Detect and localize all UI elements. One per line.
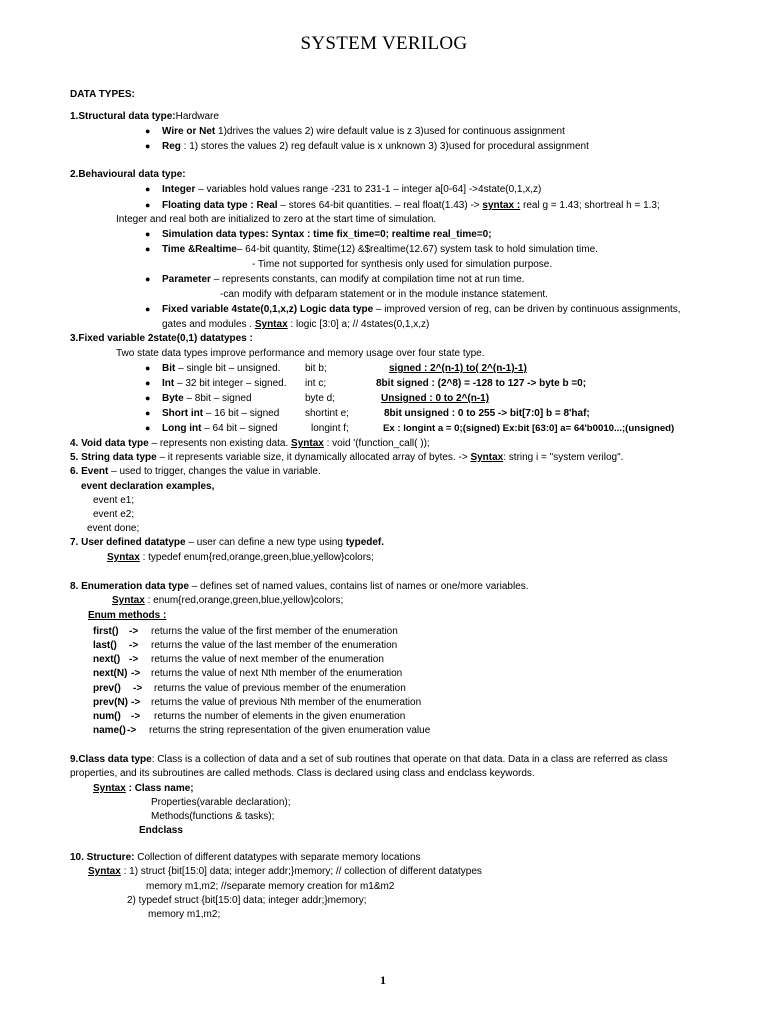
s3-row-c: Unsigned : 0 to 2^(n-1) (381, 393, 490, 404)
enum-method-arrow: -> (129, 640, 139, 651)
section-1-heading: 1.Structural data type:Hardware (70, 111, 219, 122)
s3-row-a: Bit – single bit – unsigned. (162, 363, 281, 374)
section-9-line1: 9.Class data type: Class is a collection of data and a set of sub routines that operate on that data. Data in a class are referred as class (70, 754, 668, 765)
s2-sim-item: Simulation data types: Syntax : time fix_time=0; realtime real_time=0; (162, 229, 492, 240)
enum-method-desc: returns the value of previous Nth member of the enumeration (151, 697, 422, 708)
s3-intro: Two state data types improve performance and memory usage over four state type. (116, 348, 485, 359)
s9-props: Properties(varable declaration); (151, 797, 291, 808)
enum-method-desc: returns the value of next Nth member of the enumeration (151, 668, 403, 679)
section-6: 6. Event – used to trigger, changes the value in variable. (70, 466, 321, 477)
enum-method-arrow: -> (129, 654, 139, 665)
section-9-line2: properties, and its subroutines are called methods. Class is declared using class and endclass keywords. (70, 768, 535, 779)
s10-l2: memory m1,m2; //separate memory creation for m1&m2 (146, 881, 395, 892)
s7-syntax: Syntax : typedef enum{red,orange,green,blue,yellow}colors; (107, 552, 374, 563)
s3-row-c: 8bit unsigned : 0 to 255 -> bit[7:0] b = 8'haf; (384, 408, 590, 419)
s2-fixed-item: Fixed variable 4state(0,1,x,z) Logic data type – improved version of reg, can be driven by continuous assignments, (162, 304, 681, 315)
enum-method-name: prev(N) (93, 697, 129, 708)
enum-method-name: prev() (93, 683, 121, 694)
s2-param-item: Parameter – represents constants, can modify at compilation time not at run time. (162, 274, 525, 285)
bullet-icon: ● (145, 126, 151, 136)
section-3-heading: 3.Fixed variable 2state(0,1) datatypes : (70, 333, 253, 344)
enum-method-arrow: -> (131, 697, 141, 708)
s10-l1: Syntax : 1) struct {bit[15:0] data; integer addr;}memory; // collection of different datatypes (88, 866, 482, 877)
section-4: 4. Void data type – represents non existing data. Syntax : void '(function_call( )); (70, 438, 430, 449)
s3-row-b: bit b; (305, 363, 327, 374)
s8-syntax: Syntax : enum{red,orange,green,blue,yellow}colors; (112, 595, 344, 606)
enum-method-desc: returns the value of the first member of the enumeration (151, 626, 398, 637)
s6-e1: event e1; (93, 495, 135, 506)
enum-method-arrow: -> (127, 725, 137, 736)
s8-methods-heading: Enum methods : (88, 610, 167, 621)
s2-integer-item: Integer – variables hold values range -231 to 231-1 – integer a[0-64] ->4state(0,1,x,z) (162, 184, 542, 195)
bullet-icon: ● (145, 304, 151, 314)
s3-row-b: byte d; (305, 393, 336, 404)
section-8: 8. Enumeration data type – defines set of named values, contains list of names or one/more variables. (70, 581, 529, 592)
s2-time-item: Time &Realtime– 64-bit quantity, $time(12) &$realtime(12.67) system task to hold simulation time. (162, 244, 598, 255)
enum-method-arrow: -> (131, 711, 141, 722)
bullet-icon: ● (145, 363, 151, 373)
s3-row-c: signed : 2^(n-1) to( 2^(n-1)-1) (389, 363, 527, 374)
bullet-icon: ● (145, 408, 151, 418)
enum-method-name: name() (93, 725, 126, 736)
enum-method-name: first() (93, 626, 119, 637)
s6-sub: event declaration examples, (81, 481, 215, 492)
data-types-heading: DATA TYPES: (70, 89, 135, 100)
document-title: SYSTEM VERILOG (300, 33, 468, 54)
s3-row-b: longint f; (311, 423, 349, 434)
enum-method-arrow: -> (131, 668, 141, 679)
enum-method-name: next(N) (93, 668, 128, 679)
s6-e2: event e2; (93, 509, 135, 520)
bullet-icon: ● (145, 393, 151, 403)
bullet-icon: ● (145, 378, 151, 388)
s10-l3: 2) typedef struct {bit[15:0] data; integer addr;}memory; (127, 895, 367, 906)
s3-row-c: Ex : longint a = 0;(signed) Ex:bit [63:0] a= 64'b0010...;(unsigned) (383, 423, 675, 434)
section-10: 10. Structure: Collection of different datatypes with separate memory locations (70, 852, 421, 863)
s3-row-b: shortint e; (305, 408, 349, 419)
enum-method-name: last() (93, 640, 117, 651)
s2-time-note: - Time not supported for synthesis only used for simulation purpose. (252, 259, 553, 270)
s2-note: Integer and real both are initialized to zero at the start time of simulation. (116, 214, 437, 225)
s9-methods: Methods(functions & tasks); (151, 811, 275, 822)
s9-endclass: Endclass (139, 825, 183, 836)
s6-e3: event done; (87, 523, 140, 534)
section-7: 7. User defined datatype – user can define a new type using typedef. (70, 537, 385, 548)
s1-reg-item: Reg : 1) stores the values 2) reg default value is x unknown 3) 3)used for procedural assignment (162, 141, 589, 152)
bullet-icon: ● (145, 141, 151, 151)
enum-method-desc: returns the value of previous member of the enumeration (154, 683, 406, 694)
bullet-icon: ● (145, 229, 151, 239)
enum-method-desc: returns the value of the last member of the enumeration (151, 640, 398, 651)
bullet-icon: ● (145, 244, 151, 254)
s2-float-item: Floating data type : Real – stores 64-bit quantities. – real float(1.43) -> syntax : real g = 1.43; shortreal h = 1.3; (162, 200, 660, 211)
enum-method-name: next() (93, 654, 121, 665)
enum-method-desc: returns the string representation of the given enumeration value (149, 725, 431, 736)
s2-fixed-line2: gates and modules . Syntax : logic [3:0] a; // 4states(0,1,x,z) (162, 319, 430, 330)
enum-method-desc: returns the number of elements in the given enumeration (154, 711, 406, 722)
s9-syntax: Syntax : Class name; (93, 783, 194, 794)
s1-wire-item: Wire or Net 1)drives the values 2) wire default value is z 3)used for continuous assignment (162, 126, 565, 137)
s10-l4: memory m1,m2; (148, 909, 221, 920)
bullet-icon: ● (145, 200, 151, 210)
s3-row-a: Short int – 16 bit – signed (162, 408, 280, 419)
s3-row-b: int c; (305, 378, 327, 389)
s3-row-a: Long int – 64 bit – signed (162, 423, 278, 434)
section-2-heading: 2.Behavioural data type: (70, 169, 186, 180)
bullet-icon: ● (145, 274, 151, 284)
s2-param-note: -can modify with defparam statement or in the module instance statement. (220, 289, 548, 300)
enum-method-name: num() (93, 711, 121, 722)
s3-row-a: Int – 32 bit integer – signed. (162, 378, 287, 389)
enum-method-desc: returns the value of next member of the enumeration (151, 654, 384, 665)
section-5: 5. String data type – it represents variable size, it dynamically allocated array of bytes. -> Syntax: string i = "system verilog". (70, 452, 624, 463)
enum-method-arrow: -> (129, 626, 139, 637)
s3-row-a: Byte – 8bit – signed (162, 393, 252, 404)
page-number: 1 (380, 973, 386, 987)
bullet-icon: ● (145, 423, 151, 433)
s3-row-c: 8bit signed : (2^8) = -128 to 127 -> byte b =0; (376, 378, 587, 389)
bullet-icon: ● (145, 184, 151, 194)
enum-method-arrow: -> (133, 683, 143, 694)
